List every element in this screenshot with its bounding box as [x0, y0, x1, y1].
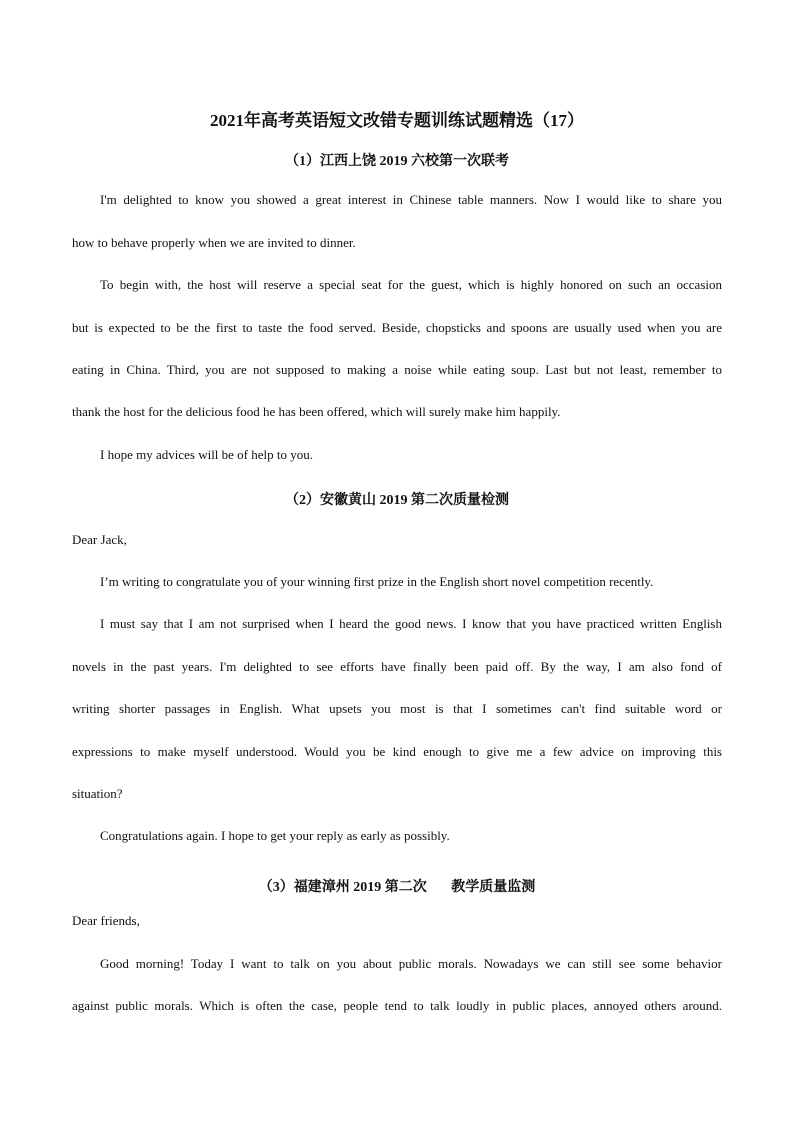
paragraph-line: Good morning! Today I want to talk on you about public morals. Nowadays we can still see some behavior — [100, 956, 722, 971]
page-title: 2021年高考英语短文改错专题训练试题精选（17） — [210, 111, 584, 130]
paragraph-line: Congratulations again. I hope to get your reply as early as possibly. — [100, 828, 450, 843]
paragraph-line: against public morals. Which is often the case, people tend to talk loudly in public places, annoyed others around. — [72, 998, 722, 1013]
paragraph-line: To begin with, the host will reserve a special seat for the guest, which is highly honored on such an occasion — [100, 277, 722, 292]
paragraph-line: I’m writing to congratulate you of your winning first prize in the English short novel competition recently. — [100, 574, 654, 589]
document-page — [72, 0, 722, 1123]
paragraph-line: thank the host for the delicious food he has been offered, which will surely make him happily. — [72, 404, 561, 419]
section-heading-3: （3）福建漳州 2019 第二次 教学质量监测 — [258, 880, 536, 895]
paragraph-line: writing shorter passages in English. What upsets you most is that I sometimes can't find suitable word or — [72, 701, 722, 716]
letter-salutation: Dear friends, — [72, 913, 140, 928]
paragraph-line: eating in China. Third, you are not supposed to making a noise while eating soup. Last but not least, remember to — [72, 362, 722, 377]
paragraph-line: situation? — [72, 786, 123, 801]
section-heading-1: （1）江西上饶 2019 六校第一次联考 — [285, 154, 509, 169]
letter-salutation: Dear Jack, — [72, 532, 127, 547]
paragraph-line: novels in the past years. I'm delighted to see efforts have finally been paid off. By the way, I am also fond of — [72, 659, 722, 674]
section-heading-2: （2）安徽黄山 2019 第二次质量检测 — [285, 493, 509, 508]
paragraph-line: I hope my advices will be of help to you. — [100, 447, 314, 462]
paragraph-line: I must say that I am not surprised when I heard the good news. I know that you have practiced written English — [100, 616, 722, 631]
paragraph-line: expressions to make myself understood. Would you be kind enough to give me a few advice on improving this — [72, 744, 722, 759]
paragraph-line: how to behave properly when we are invited to dinner. — [72, 235, 356, 250]
paragraph-line: but is expected to be the first to taste the food served. Beside, chopsticks and spoons are usually used when you are — [72, 320, 722, 335]
paragraph-line: I'm delighted to know you showed a great interest in Chinese table manners. Now I would like to share you — [100, 192, 722, 207]
